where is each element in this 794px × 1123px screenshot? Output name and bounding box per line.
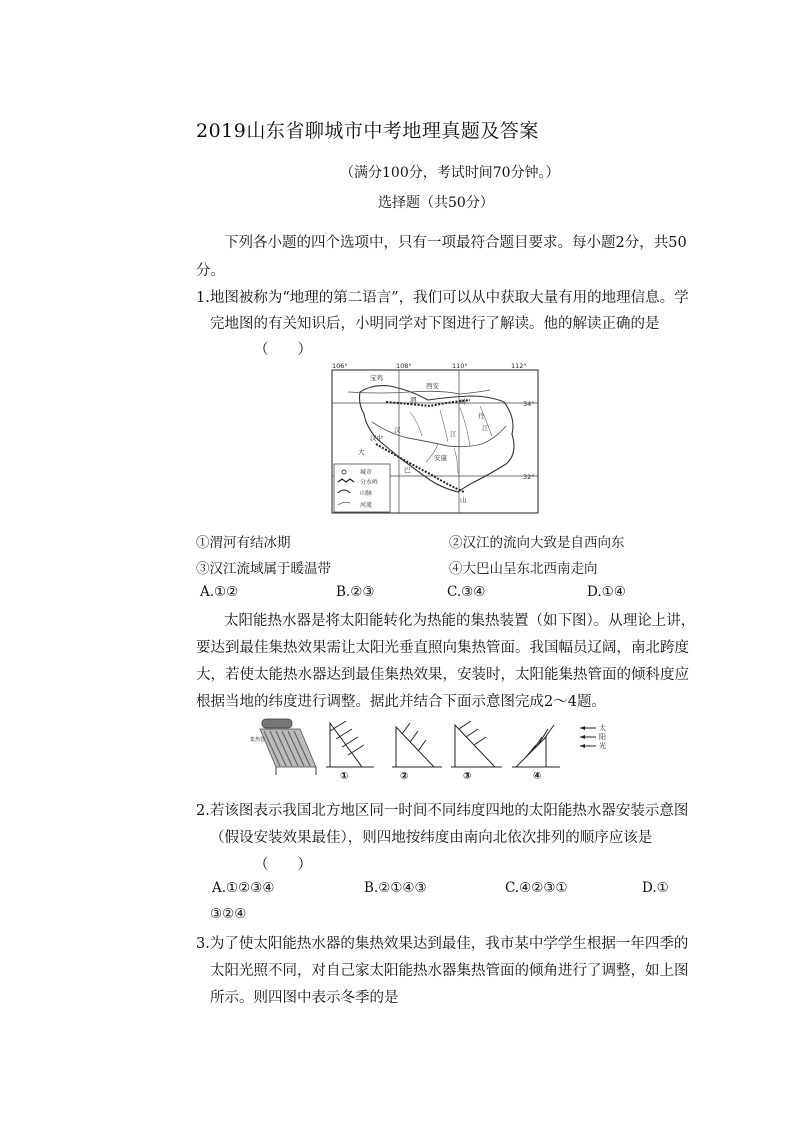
q2-choice-b: B.②①④③ — [364, 880, 427, 896]
river-label: 丹 — [478, 412, 485, 420]
q1-statement-3: ③汉江流域属于暖温带 — [196, 561, 331, 577]
lon-label: 112° — [511, 362, 527, 370]
river-label: 江 — [482, 424, 489, 432]
q1-answer-paren: （ ） — [254, 342, 312, 358]
instruction-line-2: 分。 — [196, 263, 225, 279]
lat-label: 34° — [523, 400, 535, 408]
q1-stem-line-1: 1.地图被称为“地理的第二语言”，我们可以从中获取大量有用的地理信息。学 — [196, 290, 689, 306]
q2-answer-paren: （ ） — [254, 857, 312, 873]
river-label: 江 — [450, 430, 457, 438]
solar-intro-line-4: 根据当地的纬度进行调整。据此并结合下面示意图完成2～4题。 — [196, 694, 606, 710]
legend-river: 河流 — [360, 502, 373, 509]
q2-choice-a: A.①②③④ — [212, 880, 275, 896]
mountain-label: 山 — [460, 496, 467, 504]
q2-stem-line-2: （假设安装效果最佳），则四地按纬度由南向北依次排列的顺序应该是 — [210, 830, 653, 846]
river-label: 渭 — [410, 396, 417, 404]
legend-mountain: 山脉 — [360, 490, 373, 497]
solar-heater-illustration — [250, 719, 316, 775]
city-label: 安康 — [434, 454, 447, 462]
q1-choice-c: C.③④ — [447, 584, 486, 600]
q3-stem-line-2: 太阳光照不同，对自己家太阳能热水器集热管面的倾角进行了调整，如上图 — [210, 963, 689, 979]
panel-label-1: ① — [340, 771, 349, 782]
q1-choice-d: D.①④ — [587, 584, 626, 600]
q1-choice-a: A.①② — [200, 584, 239, 600]
q1-statement-4: ④大巴山呈东北西南走向 — [449, 561, 598, 577]
solar-intro-line-3: 大，若使太能热水器达到最佳集热效果，安装时，太阳能集热管面的倾科度应 — [196, 667, 689, 683]
river-label: 汉 — [394, 426, 401, 434]
legend-watershed: 分水岭 — [360, 479, 379, 486]
lat-label: 32° — [523, 473, 535, 481]
q3-stem-line-1: 3.为了使太阳能热水器的集热效果达到最佳，我市某中学学生根据一年四季的 — [196, 936, 689, 952]
city-label: 宝鸡 — [370, 374, 383, 382]
heater-caption: 集热管 — [250, 737, 266, 743]
solar-intro-line-1: 太阳能热水器是将太阳能转化为热能的集热装置（如下图）。从理论上讲， — [224, 613, 696, 629]
instruction-line-1: 下列各小题的四个选项中，只有一项最符合题目要求。每小题2分，共50 — [224, 235, 687, 251]
city-label: 汉中 — [370, 434, 383, 442]
solar-heater-figure — [250, 715, 615, 783]
panel-label-3: ③ — [463, 771, 472, 782]
exam-info: （满分100分，考试时间70分钟。） — [340, 165, 560, 181]
lon-label: 110° — [452, 362, 468, 370]
mountain-label: 岭 — [460, 398, 467, 406]
q1-statement-1: ①渭河有结冰期 — [196, 535, 291, 551]
section-heading: 选择题（共50分） — [378, 195, 494, 211]
qinling-hanjiang-map — [330, 362, 540, 514]
mountain-label: 大 — [358, 448, 365, 456]
solar-intro-line-2: 要达到最佳集热效果需让太阳光垂直照向集热管面。我国幅员辽阔，南北跨度 — [196, 640, 689, 656]
panel-label-4: ④ — [533, 771, 542, 782]
q2-choice-c: C.④②③① — [505, 880, 568, 896]
legend-city: 城市 — [360, 469, 373, 476]
sunlight-label: 阳 — [599, 733, 606, 741]
city-label: 西安 — [426, 382, 439, 390]
document-title: 2019山东省聊城市中考地理真题及答案 — [196, 120, 539, 142]
sunlight-label: 光 — [599, 742, 606, 750]
panel-label-2: ② — [400, 771, 409, 782]
q1-stem-line-2: 完地图的有关知识后，小明同学对下图进行了解读。他的解读正确的是 — [210, 316, 660, 332]
q2-choice-d: D.① — [642, 880, 669, 896]
q2-choice-d-continued: ③②④ — [210, 906, 247, 922]
mountain-label: 巴 — [404, 466, 411, 474]
sunlight-label: 太 — [599, 724, 606, 732]
q1-statement-2: ②汉江的流向大致是自西向东 — [449, 535, 625, 551]
lon-label: 108° — [396, 362, 412, 370]
q2-stem-line-1: 2.若该图表示我国北方地区同一时间不同纬度四地的太阳能热水器安装示意图 — [196, 803, 689, 819]
q3-stem-line-3: 所示。则四图中表示冬季的是 — [210, 990, 399, 1006]
q1-choice-b: B.②③ — [336, 584, 375, 600]
lon-label: 106° — [332, 362, 348, 370]
